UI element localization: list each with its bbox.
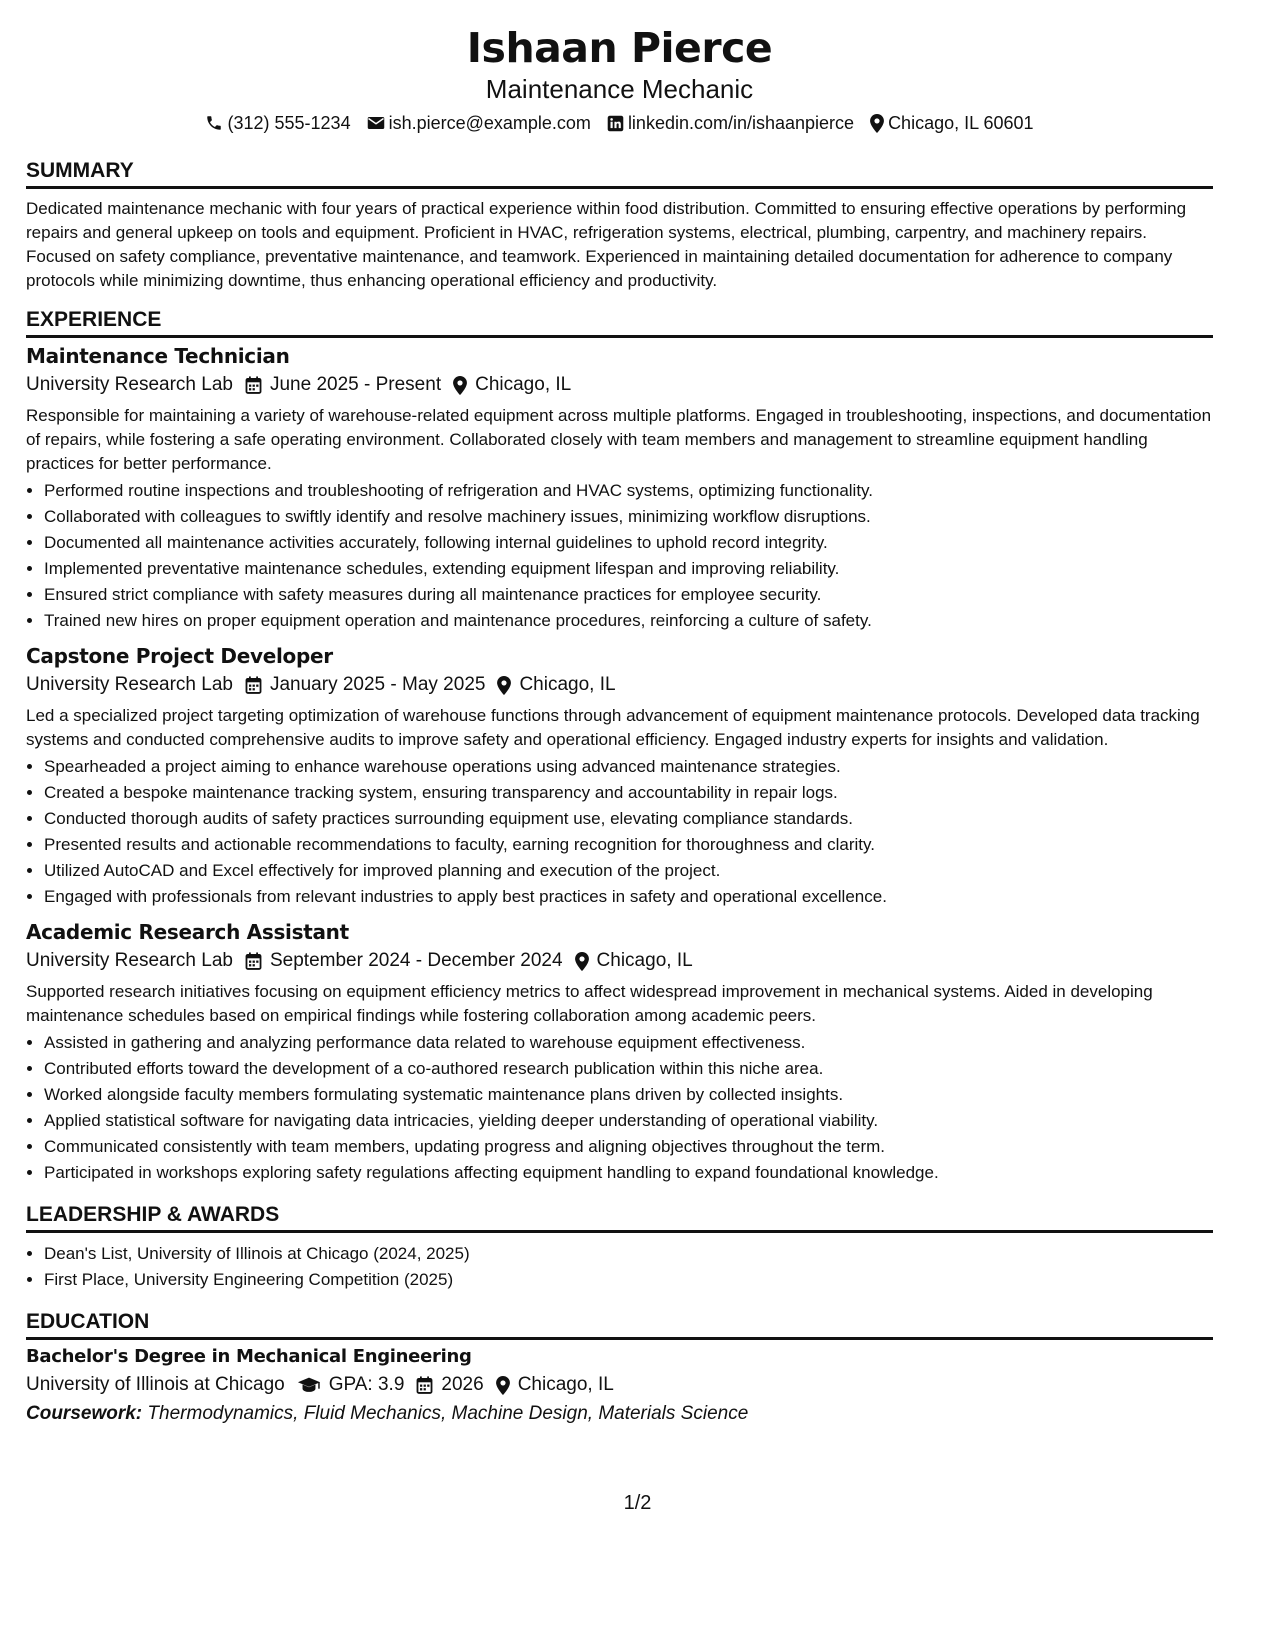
job-bullets [26, 1030, 1213, 1186]
education-year [416, 1370, 483, 1400]
list-item: • Utilized AutoCAD and Excel effectively for improved planning and execution of the project. [44, 858, 1213, 884]
section-title-leadership: LEADERSHIP & AWARDS [26, 1203, 280, 1226]
page-number: 1/2 [623, 1492, 652, 1514]
awards-list [26, 1241, 1213, 1293]
map-pin-icon [497, 676, 511, 695]
job-location [497, 670, 615, 700]
education-section [26, 1309, 1213, 1428]
list-item: • Conducted thorough audits of safety practices surrounding equipment use, elevating compliance standards. [44, 806, 1213, 832]
list-item: • Collaborated with colleagues to swiftly identify and resolve machinery issues, minimizing workflow disruptions. [44, 504, 1213, 530]
map-pin-icon [496, 1376, 510, 1395]
calendar-icon [416, 1376, 433, 1394]
job-title: Maintenance Technician [26, 344, 290, 368]
job-dates [245, 370, 441, 400]
linkedin-icon [607, 115, 624, 132]
education-gpa [297, 1370, 405, 1400]
calendar-icon [245, 952, 262, 970]
contact-email[interactable] [367, 110, 591, 136]
phone-icon [205, 114, 223, 132]
job-location-text: Chicago, IL [475, 374, 572, 395]
map-pin-icon [453, 376, 467, 395]
job-location-text: Chicago, IL [519, 674, 616, 695]
graduation-cap-icon [297, 1376, 321, 1394]
section-title-experience: EXPERIENCE [26, 308, 162, 331]
job-location-text: Chicago, IL [596, 950, 693, 971]
education-meta [26, 1370, 1213, 1400]
leadership-section [26, 1202, 1213, 1293]
job-meta [26, 670, 1213, 700]
experience-section [26, 307, 1213, 1186]
list-item: • Contributed efforts toward the development of a co-authored research publication within this niche area. [44, 1056, 1213, 1082]
list-item: • Applied statistical software for navigating data intricacies, yielding deeper understanding of operational viability. [44, 1108, 1213, 1134]
job-location [575, 946, 693, 976]
year-text: 2026 [441, 1374, 484, 1395]
job-dates-text: June 2025 - Present [269, 374, 442, 395]
job-description: Responsible for maintaining a variety of warehouse-related equipment across multiple platforms. Engaged in troubleshooting, inspections, and documentation of repairs, while fostering a safe operating environment. Collaborated closely with team members and management to streamline equipment handling practices for better performance. [26, 406, 1212, 473]
list-item: • First Place, University Engineering Competition (2025) [44, 1267, 1213, 1293]
list-item: • Implemented preventative maintenance schedules, extending equipment lifespan and improving reliability. [44, 556, 1213, 582]
coursework-label: Coursework: [26, 1403, 143, 1424]
contact-linkedin[interactable] [607, 110, 854, 136]
job-meta [26, 370, 1213, 400]
job-org: University Research Lab [26, 674, 233, 695]
job-title: Capstone Project Developer [26, 644, 333, 668]
job-meta [26, 946, 1213, 976]
resume-header [26, 0, 1213, 136]
job-org: University Research Lab [26, 950, 233, 971]
job-dates [245, 670, 485, 700]
degree-title: Bachelor's Degree in Mechanical Engineering [26, 1346, 472, 1367]
list-item: • Communicated consistently with team members, updating progress and aligning objectives throughout the term. [44, 1134, 1213, 1160]
section-title-education: EDUCATION [26, 1310, 150, 1333]
job-description: Supported research initiatives focusing on equipment efficiency metrics to affect widespread improvement in mechanical systems. Aided in developing maintenance schedules based on empirical findings while fostering collaboration among academic peers. [26, 982, 1153, 1025]
section-divider [26, 335, 1213, 338]
contact-row [26, 110, 1213, 136]
list-item: • Engaged with professionals from relevant industries to apply best practices in safety and operational excellence. [44, 884, 1213, 910]
list-item: • Assisted in gathering and analyzing performance data related to warehouse equipment effectiveness. [44, 1030, 1213, 1056]
list-item: • Spearheaded a project aiming to enhance warehouse operations using advanced maintenance strategies. [44, 754, 1213, 780]
linkedin-text: linkedin.com/in/ishaanpierce [627, 113, 855, 133]
list-item: • Trained new hires on proper equipment operation and maintenance procedures, reinforcing a culture of safety. [44, 608, 1213, 634]
school-name: University of Illinois at Chicago [26, 1374, 285, 1395]
section-divider [26, 1337, 1213, 1340]
candidate-name: Ishaan Pierce [466, 24, 773, 72]
job-description: Led a specialized project targeting optimization of warehouse functions through advancement of equipment maintenance protocols. Developed data tracking systems and conducted comprehensive audits to improve safety and operational efficiency. Engaged industry experts for insights and validation. [26, 706, 1200, 749]
section-divider [26, 186, 1213, 189]
education-location-text: Chicago, IL [517, 1374, 614, 1395]
contact-phone[interactable] [205, 110, 350, 136]
job-entry [26, 642, 1213, 910]
envelope-icon [367, 115, 385, 131]
summary-section [26, 158, 1213, 293]
coursework-text: Thermodynamics, Fluid Mechanics, Machine Design, Materials Science [147, 1403, 749, 1424]
list-item: • Ensured strict compliance with safety measures during all maintenance practices for employee security. [44, 582, 1213, 608]
map-pin-icon [870, 114, 884, 133]
gpa-text: GPA: 3.9 [328, 1374, 405, 1395]
email-text: ish.pierce@example.com [388, 113, 591, 133]
list-item: • Presented results and actionable recommendations to faculty, earning recognition for thoroughness and clarity. [44, 832, 1213, 858]
map-pin-icon [575, 952, 589, 971]
education-location [496, 1370, 614, 1400]
phone-text: (312) 555-1234 [227, 113, 351, 133]
job-entry [26, 342, 1213, 634]
job-location [453, 370, 571, 400]
job-bullets [26, 478, 1213, 634]
candidate-role: Maintenance Mechanic [485, 74, 754, 104]
calendar-icon [245, 676, 262, 694]
job-dates-text: January 2025 - May 2025 [269, 674, 486, 695]
list-item: • Participated in workshops exploring safety regulations affecting equipment handling to expand foundational knowledge. [44, 1160, 1213, 1186]
section-title-summary: SUMMARY [26, 159, 134, 182]
job-org: University Research Lab [26, 374, 233, 395]
location-text: Chicago, IL 60601 [888, 113, 1034, 133]
job-bullets [26, 754, 1213, 910]
job-dates [245, 946, 563, 976]
job-dates-text: September 2024 - December 2024 [269, 950, 563, 971]
list-item: • Documented all maintenance activities accurately, following internal guidelines to uphold record integrity. [44, 530, 1213, 556]
list-item: • Worked alongside faculty members formulating systematic maintenance plans driven by collected insights. [44, 1082, 1213, 1108]
coursework [26, 1400, 1213, 1428]
job-entry [26, 918, 1213, 1186]
list-item: • Dean's List, University of Illinois at Chicago (2024, 2025) [44, 1241, 1213, 1267]
list-item: • Performed routine inspections and troubleshooting of refrigeration and HVAC systems, optimizing functionality. [44, 478, 1213, 504]
section-divider [26, 1230, 1213, 1233]
calendar-icon [245, 376, 262, 394]
contact-location [870, 110, 1033, 136]
list-item: • Created a bespoke maintenance tracking system, ensuring transparency and accountability in repair logs. [44, 780, 1213, 806]
summary-text: Dedicated maintenance mechanic with four years of practical experience within food distribution. Committed to ensuring effective operations by performing repairs and general upkeep on tools and equipment. Proficient in HVAC, refrigeration systems, electrical, plumbing, carpentry, and machinery repairs. Focused on safety compliance, preventative maintenance, and teamwork. Experienced in maintaining detailed documentation for adherence to company protocols while minimizing downtime, thus enhancing operational efficiency and productivity. [26, 199, 1187, 290]
job-title: Academic Research Assistant [26, 920, 349, 944]
